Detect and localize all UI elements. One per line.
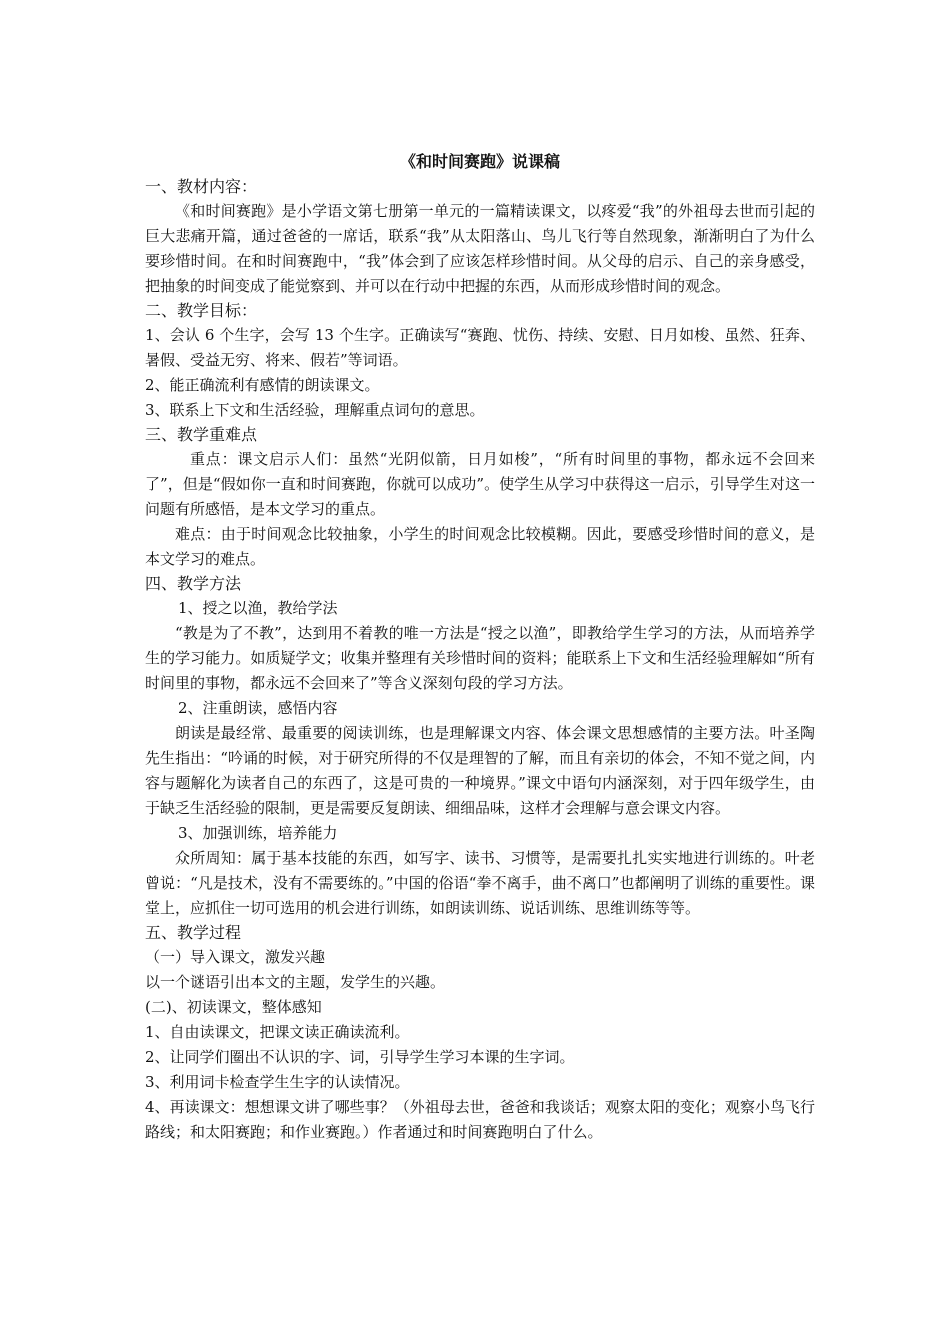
subheading: 3、加强训练，培养能力 — [178, 824, 338, 842]
subheading: （一）导入课文，激发兴趣 — [145, 948, 326, 966]
list-item: 3、联系上下文和生活经验，理解重点词句的意思。 — [145, 401, 485, 419]
section-heading-methods: 四、教学方法 — [145, 574, 242, 593]
paragraph: “教是为了不教”，达到用不着教的唯一方法是“授之以渔”，即教给学生学习的方法，从而培养学生的学习能力。如质疑学文；收集并整理有关珍惜时间的资料；能联系上下文和生活经验理解如“所有时间里的事物，都永远不会回来了”等含义深刻句段的学习方法。 — [145, 624, 815, 692]
paragraph: 众所周知：属于基本技能的东西，如写字、读书、习惯等，是需要扎扎实实地进行训练的。叶老曾说：“凡是技术，没有不需要练的。”中国的俗语“拳不离手，曲不离口”也都阐明了训练的重要性。课堂上，应抓住一切可选用的机会进行训练，如朗读训练、说话训练、思维训练等等。 — [145, 849, 815, 917]
section-heading-content: 一、教材内容： — [145, 177, 258, 196]
list-item: 4、再读课文：想想课文讲了哪些事？（外祖母去世，爸爸和我谈话；观察太阳的变化；观察小鸟飞行路线；和太阳赛跑；和作业赛跑。）作者通过和时间赛跑明白了什么。 — [145, 1098, 815, 1141]
section-heading-key-points: 三、教学重难点 — [145, 425, 258, 444]
document-body — [145, 150, 815, 1145]
paragraph: 难点：由于时间观念比较抽象，小学生的时间观念比较模糊。因此，要感受珍惜时间的意义，是本文学习的难点。 — [145, 525, 815, 568]
list-item: 1、自由读课文，把课文读正确读流利。 — [145, 1023, 410, 1041]
subheading: 1、授之以渔，教给学法 — [178, 599, 338, 617]
section-heading-objectives: 二、教学目标： — [145, 301, 258, 320]
paragraph: 朗读是最经常、最重要的阅读训练，也是理解课文内容、体会课文思想感情的主要方法。叶圣陶先生指出：“吟诵的时候，对于研究所得的不仅是理智的了解，而且有亲切的体会，不知不觉之间，内容与题解化为读者自己的东西了，这是可贵的一种境界。”课文中语句内涵深刻，对于四年级学生，由于缺乏生活经验的限制，更是需要反复朗读、细细品味，这样才会理解与意会课文内容。 — [145, 724, 815, 817]
section-heading-process: 五、教学过程 — [145, 923, 242, 942]
list-item: 2、能正确流利有感情的朗读课文。 — [145, 376, 380, 394]
subheading: (二)、初读课文，整体感知 — [145, 998, 322, 1016]
list-item: 2、让同学们圈出不认识的字、词，引导学生学习本课的生字词。 — [145, 1048, 575, 1066]
paragraph: 以一个谜语引出本文的主题，发学生的兴趣。 — [145, 973, 446, 991]
paragraph: 《和时间赛跑》是小学语文第七册第一单元的一篇精读课文，以疼爱“我”的外祖母去世而引起的巨大悲痛开篇，通过爸爸的一席话，联系“我”从太阳落山、鸟儿飞行等自然现象，渐渐明白了为什么要珍惜时间。在和时间赛跑中，“我”体会到了应该怎样珍惜时间。从父母的启示、自己的亲身感受，把抽象的时间变成了能觉察到、并可以在行动中把握的东西，从而形成珍惜时间的观念。 — [145, 202, 815, 295]
list-item: 3、利用词卡检查学生生字的认读情况。 — [145, 1073, 410, 1091]
list-item: 1、会认 6 个生字，会写 13 个生字。正确读写“赛跑、忧伤、持续、安慰、日月如梭、虽然、狂奔、暑假、受益无穷、将来、假若”等词语。 — [145, 326, 815, 369]
paragraph: 重点：课文启示人们：虽然“光阴似箭，日月如梭”，“所有时间里的事物，都永远不会回来了”，但是“假如你一直和时间赛跑，你就可以成功”。使学生从学习中获得这一启示，引导学生对这一问题有所感悟，是本文学习的重点。 — [145, 450, 815, 518]
subheading: 2、注重朗读，感悟内容 — [178, 699, 338, 717]
document-title: 《和时间赛跑》说课稿 — [399, 152, 560, 171]
